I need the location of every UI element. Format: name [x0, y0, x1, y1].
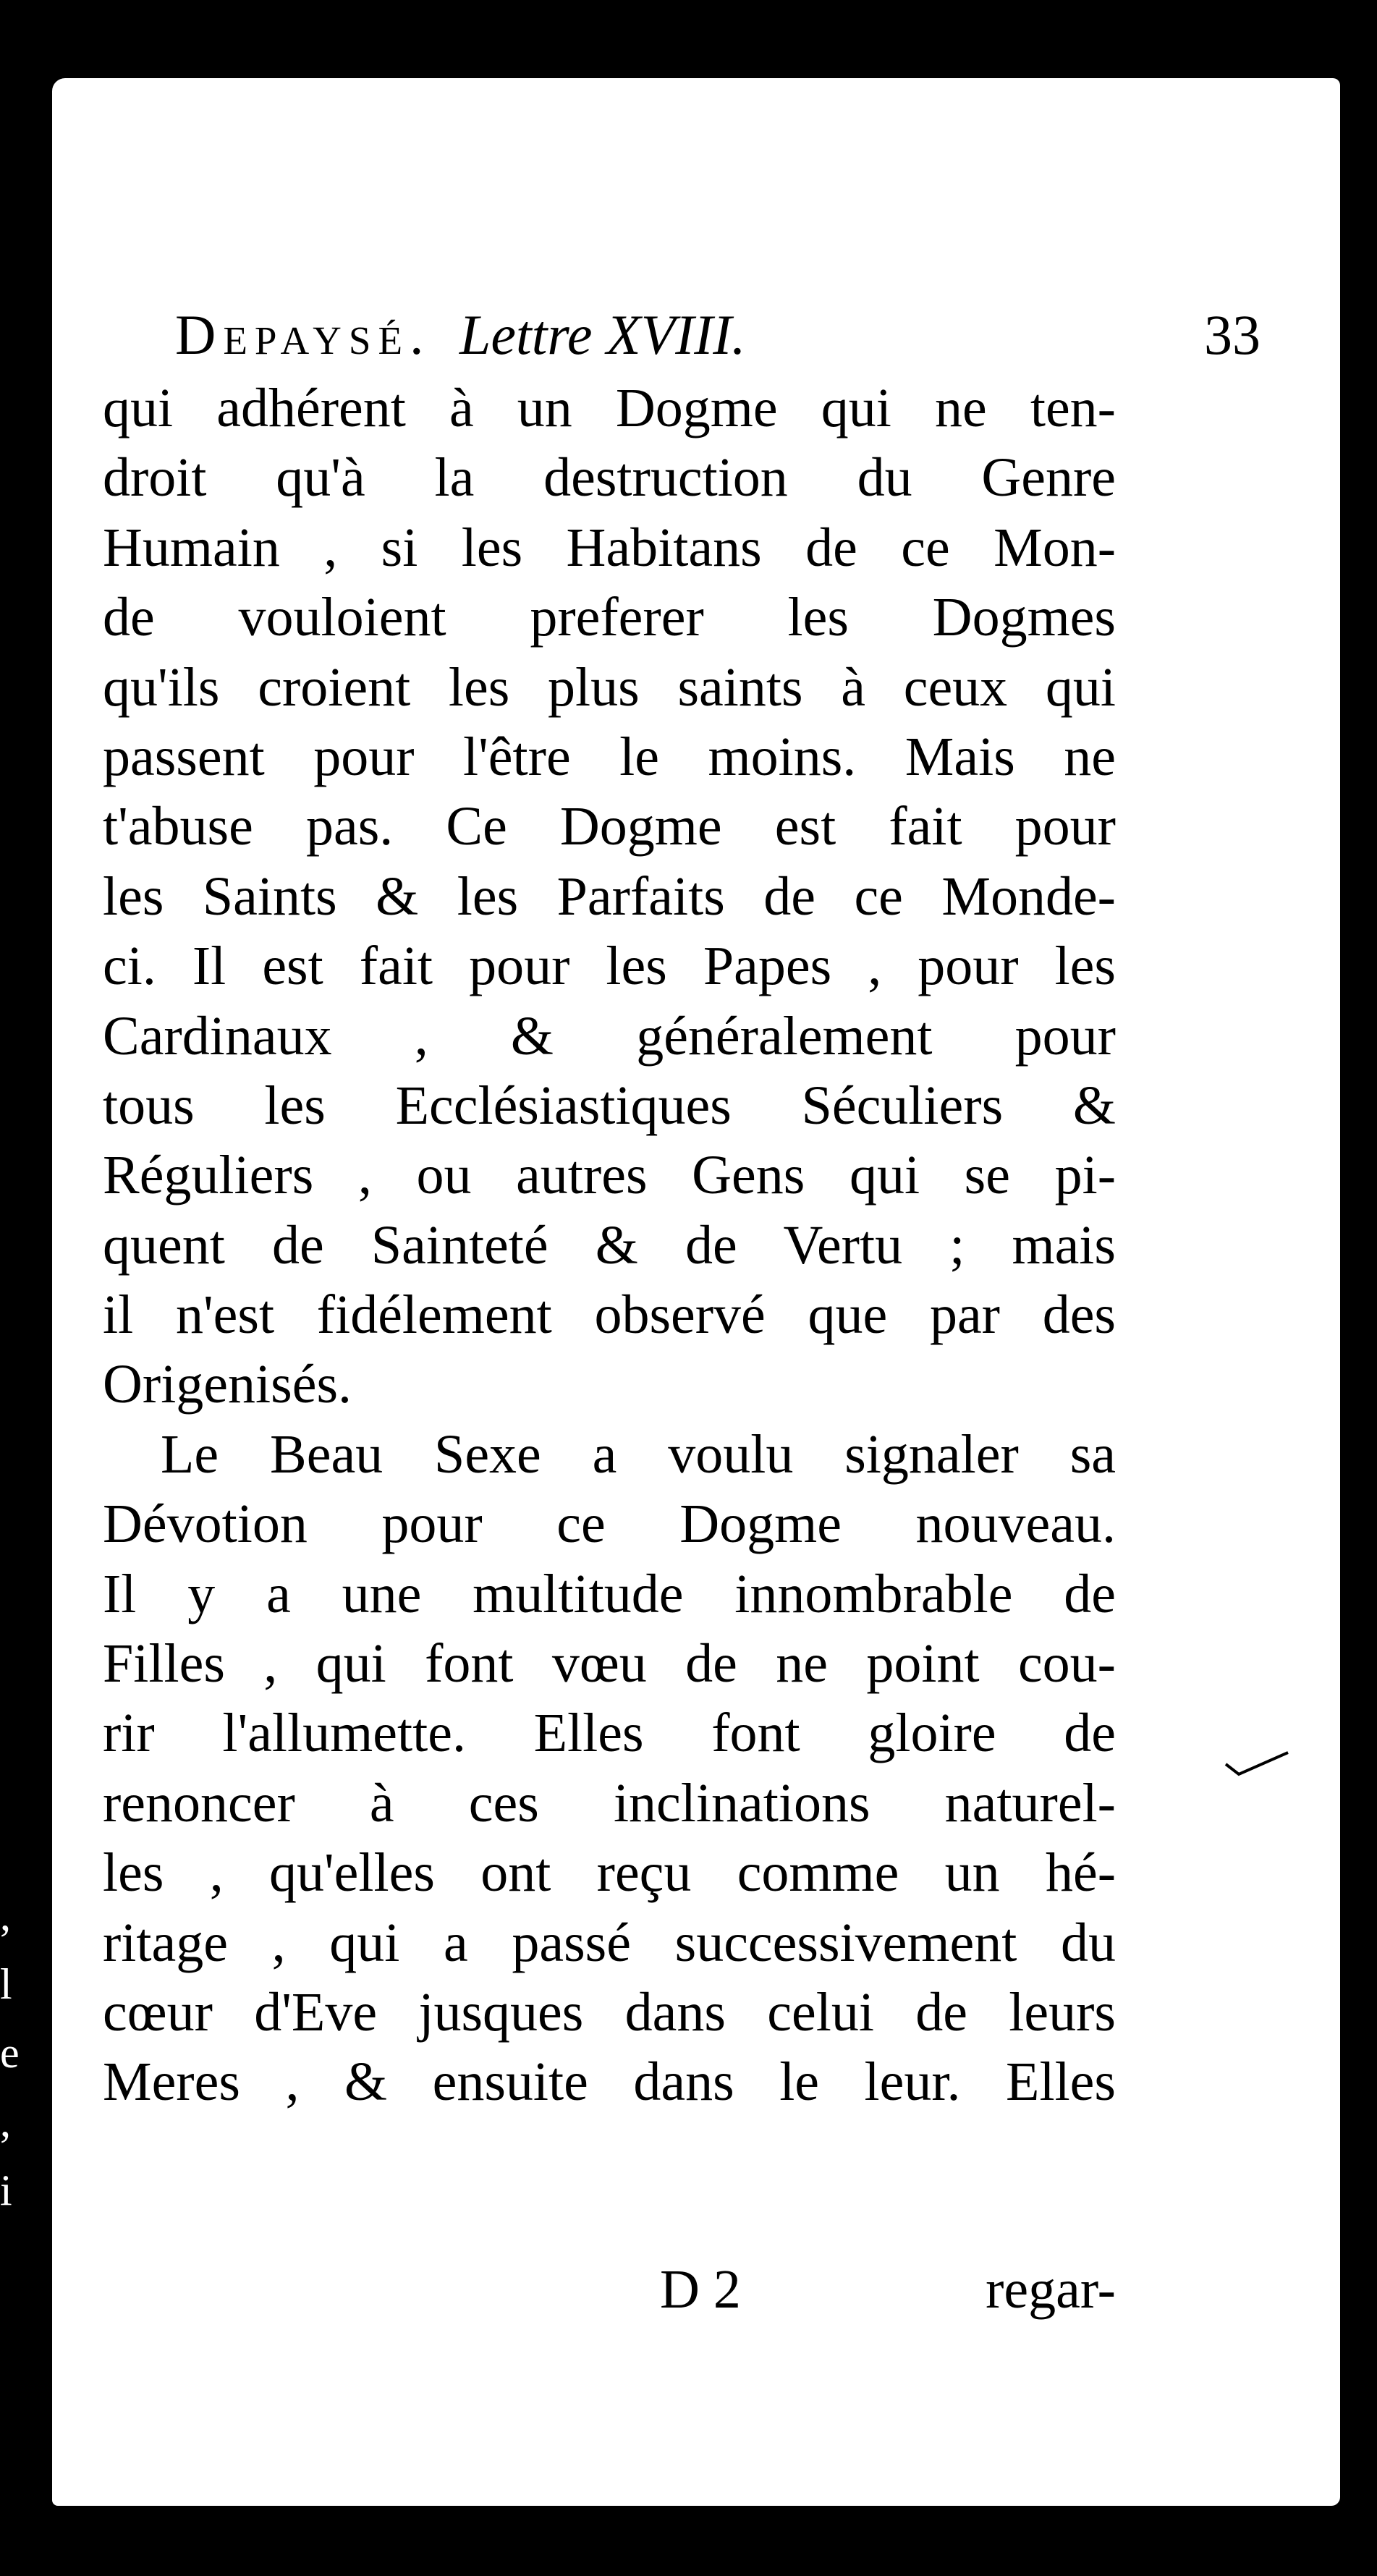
text-line: qui adhérent à un Dogme qui ne ten-	[103, 378, 1116, 438]
text-line: rir l'allumette. Elles font gloire de	[103, 1703, 1116, 1764]
paragraph-start-line: Le Beau Sexe a voulu signaler sa	[161, 1423, 1116, 1485]
text-line: les , qu'elles ont reçu comme un hé-	[103, 1842, 1116, 1904]
text-line: cœur d'Eve jusques dans celui de leurs	[103, 1981, 1116, 2043]
page-header	[175, 295, 1261, 375]
body-text	[103, 373, 1116, 2117]
book-page	[52, 78, 1340, 2506]
text-line: Il y a une multitude innombrable de	[103, 1563, 1116, 1624]
text-line: les Saints & les Parfaits de ce Monde-	[103, 865, 1116, 927]
text-line: renoncer à ces inclinations naturel-	[103, 1772, 1116, 1834]
text-line: Humain , si les Habitans de ce Mon-	[103, 517, 1116, 578]
letter-label: Lettre XVIII.	[459, 303, 746, 366]
text-line: Filles , qui font vœu de ne point cou-	[103, 1633, 1116, 1695]
text-line: de vouloient preferer les Dogmes	[103, 587, 1116, 648]
text-line: Meres , & ensuite dans le leur. Elles	[103, 2051, 1116, 2113]
adjacent-page-fragments	[0, 1881, 22, 2225]
signature-mark: D 2	[660, 2259, 741, 2320]
text-line: tous les Ecclésiastiques Séculiers &	[103, 1075, 1116, 1136]
text-line: Origenisés.	[103, 1354, 352, 1415]
text-line: Dévotion pour ce Dogme nouveau.	[103, 1494, 1116, 1555]
running-title: Depaysé.	[175, 303, 431, 366]
text-line: ci. Il est fait pour les Papes , pour les	[103, 936, 1116, 997]
text-line: t'abuse pas. Ce Dogme est fait pour	[103, 796, 1116, 857]
margin-fragment: e	[0, 2029, 20, 2077]
page-number: 33	[1204, 303, 1261, 366]
text-line: qu'ils croient les plus saints à ceux qui	[103, 656, 1116, 718]
text-line: quent de Sainteté & de Vertu ; mais	[103, 1214, 1116, 1276]
text-line: il n'est fidélement observé que par des	[103, 1284, 1116, 1346]
text-line: passent pour l'être le moins. Mais ne	[103, 726, 1116, 787]
margin-fragment: i	[0, 2166, 12, 2214]
margin-fragment: ,	[0, 2098, 11, 2145]
page-footer	[103, 2253, 1116, 2326]
text-line: Réguliers , ou autres Gens qui se pi-	[103, 1145, 1116, 1206]
catchword: regar-	[986, 2259, 1116, 2320]
margin-fragment: l	[0, 1960, 12, 2008]
margin-fragment: ,	[0, 1891, 11, 1939]
text-line: ritage , qui a passé successivement du	[103, 1912, 1116, 1973]
text-line: Cardinaux , & généralement pour	[103, 1005, 1116, 1067]
margin-tick-mark	[1224, 1750, 1289, 1779]
text-line: droit qu'à la destruction du Genre	[103, 447, 1116, 509]
